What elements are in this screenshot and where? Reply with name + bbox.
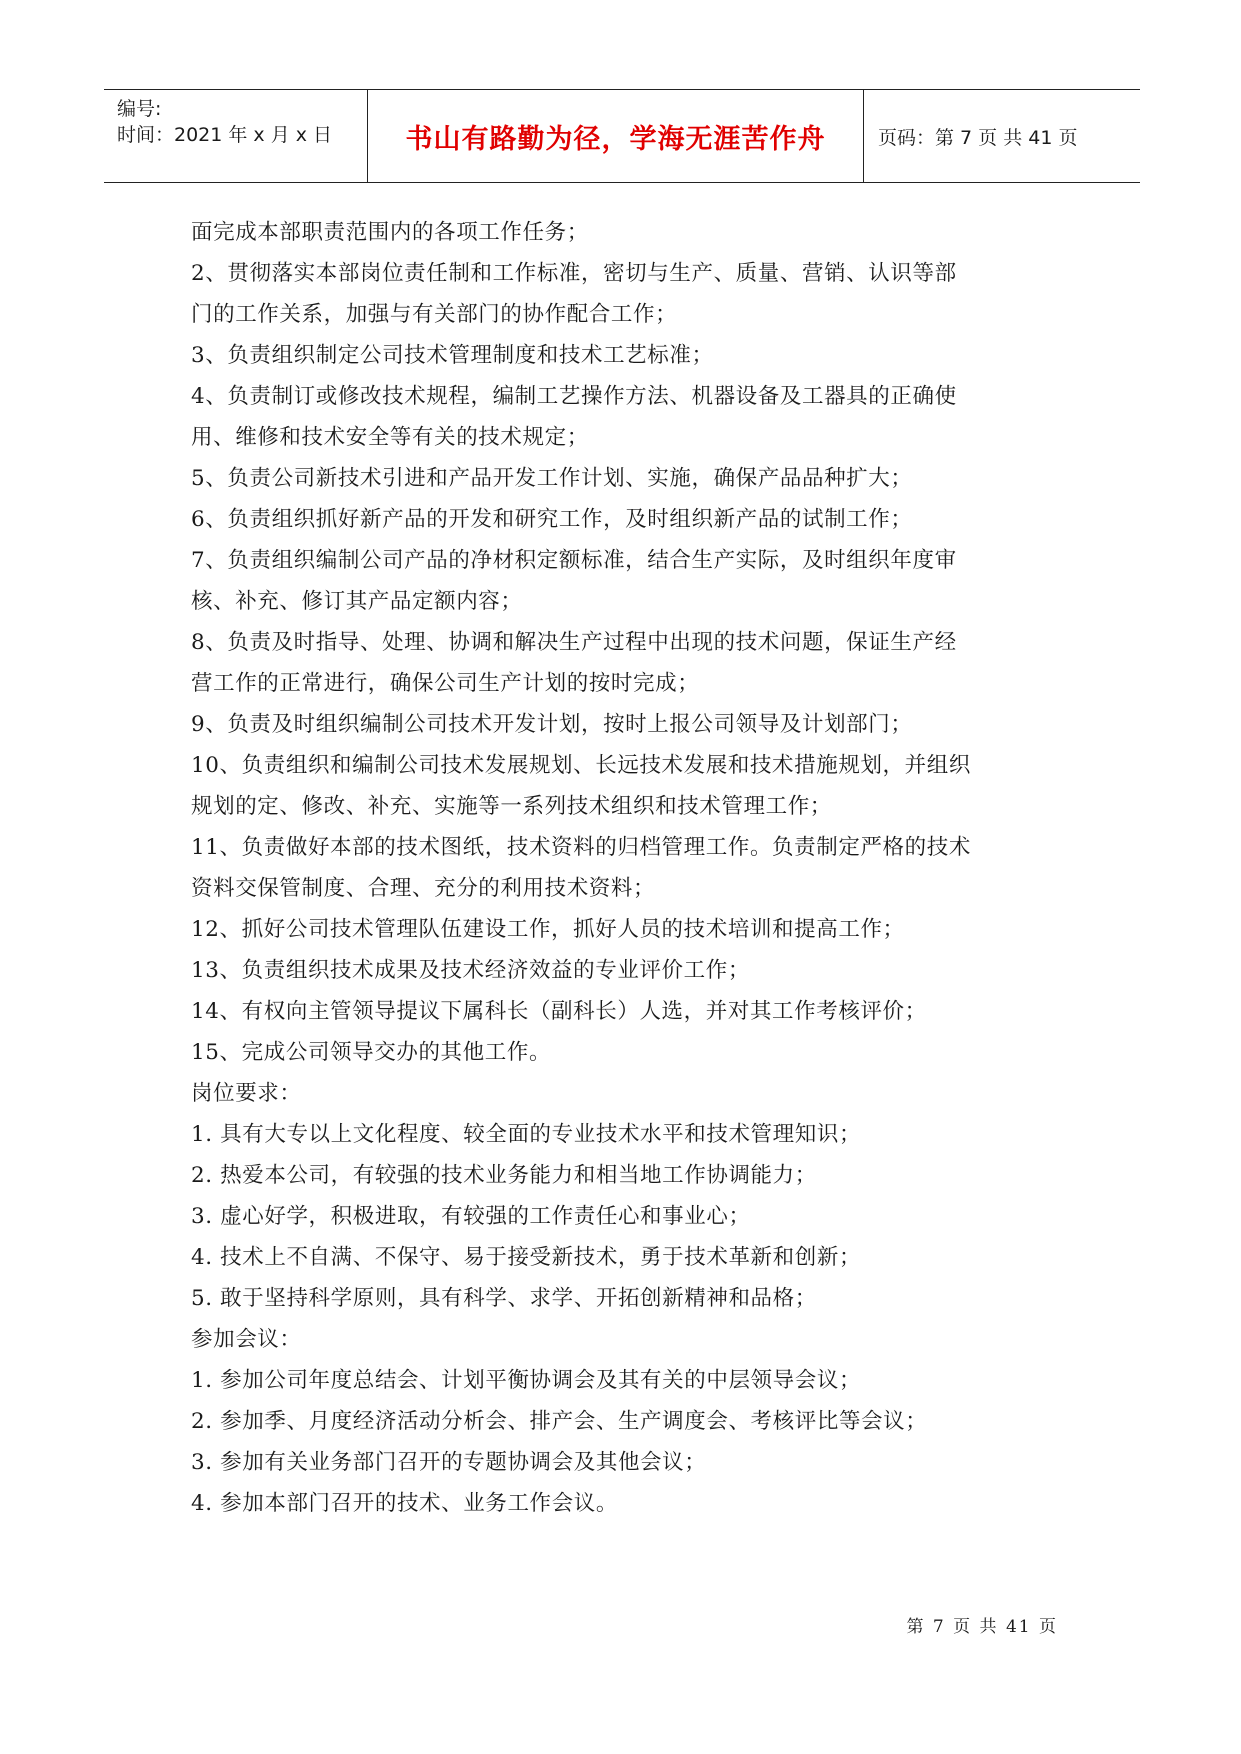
text-line: 10、负责组织和编制公司技术发展规划、长远技术发展和技术措施规划，并组织 (191, 753, 971, 778)
text-line: 7、负责组织编制公司产品的净材积定额标准，结合生产实际，及时组织年度审 (191, 548, 957, 573)
text-line: 1. 具有大专以上文化程度、较全面的专业技术水平和技术管理知识； (191, 1122, 862, 1147)
text-line: 2. 参加季、月度经济活动分析会、排产会、生产调度会、考核评比等会议； (191, 1409, 928, 1434)
header-table (104, 89, 1140, 183)
text-line: 参加会议： (191, 1327, 302, 1352)
text-line: 4、负责制订或修改技术规程，编制工艺操作方法、机器设备及工器具的正确使 (191, 384, 957, 409)
text-line: 15、完成公司领导交办的其他工作。 (191, 1040, 552, 1065)
text-line: 3. 虚心好学，积极进取，有较强的工作责任心和事业心； (191, 1204, 751, 1229)
header-left-cell (104, 90, 368, 182)
text-line: 5、负责公司新技术引进和产品开发工作计划、实施，确保产品品种扩大； (191, 466, 913, 491)
header-motto-cell (368, 90, 864, 182)
text-line: 门的工作关系，加强与有关部门的协作配合工作； (191, 302, 678, 327)
text-line: 核、补充、修订其产品定额内容； (191, 589, 523, 614)
text-line: 3、负责组织制定公司技术管理制度和技术工艺标准； (191, 343, 714, 368)
text-line: 资料交保管制度、合理、充分的利用技术资料； (191, 876, 656, 901)
page-footer: 第 7 页 共 41 页 (906, 1617, 1058, 1637)
text-line: 用、维修和技术安全等有关的技术规定； (191, 425, 589, 450)
header-page-cell (864, 90, 1140, 182)
text-line: 2、贯彻落实本部岗位责任制和工作标准，密切与生产、质量、营销、认识等部 (191, 261, 957, 286)
text-line: 5. 敢于坚持科学原则，具有科学、求学、开拓创新精神和品格； (191, 1286, 817, 1311)
text-line: 2. 热爱本公司，有较强的技术业务能力和相当地工作协调能力； (191, 1163, 817, 1188)
text-line: 8、负责及时指导、处理、协调和解决生产过程中出现的技术问题，保证生产经 (191, 630, 957, 655)
text-line: 4. 参加本部门召开的技术、业务工作会议。 (191, 1491, 618, 1516)
text-line: 岗位要求： (191, 1081, 302, 1106)
text-line: 13、负责组织技术成果及技术经济效益的专业评价工作； (191, 958, 750, 983)
text-line: 6、负责组织抓好新产品的开发和研究工作，及时组织新产品的试制工作； (191, 507, 913, 532)
document-body (191, 212, 1071, 1524)
header-page-info: 页码：第 7 页 共 41 页 (878, 126, 1078, 149)
text-line: 规划的定、修改、补充、实施等一系列技术组织和技术管理工作； (191, 794, 832, 819)
text-line: 4. 技术上不自满、不保守、易于接受新技术，勇于技术革新和创新； (191, 1245, 862, 1270)
text-line: 1. 参加公司年度总结会、计划平衡协调会及其有关的中层领导会议； (191, 1368, 862, 1393)
text-line: 营工作的正常进行，确保公司生产计划的按时完成； (191, 671, 700, 696)
date-label: 时间：2021 年 x 月 x 日 (117, 124, 333, 146)
text-line: 3. 参加有关业务部门召开的专题协调会及其他会议； (191, 1450, 707, 1475)
text-line: 9、负责及时组织编制公司技术开发计划，按时上报公司领导及计划部门； (191, 712, 913, 737)
text-line: 12、抓好公司技术管理队伍建设工作，抓好人员的技术培训和提高工作； (191, 917, 905, 942)
text-line: 11、负责做好本部的技术图纸，技术资料的归档管理工作。负责制定严格的技术 (191, 835, 971, 860)
text-line: 面完成本部职责范围内的各项工作任务； (191, 220, 589, 245)
text-line: 14、有权向主管领导提议下属科长（副科长）人选，并对其工作考核评价； (191, 999, 927, 1024)
motto: 书山有路勤为径，学海无涯苦作舟 (405, 123, 826, 155)
serial-label: 编号: (117, 98, 162, 120)
